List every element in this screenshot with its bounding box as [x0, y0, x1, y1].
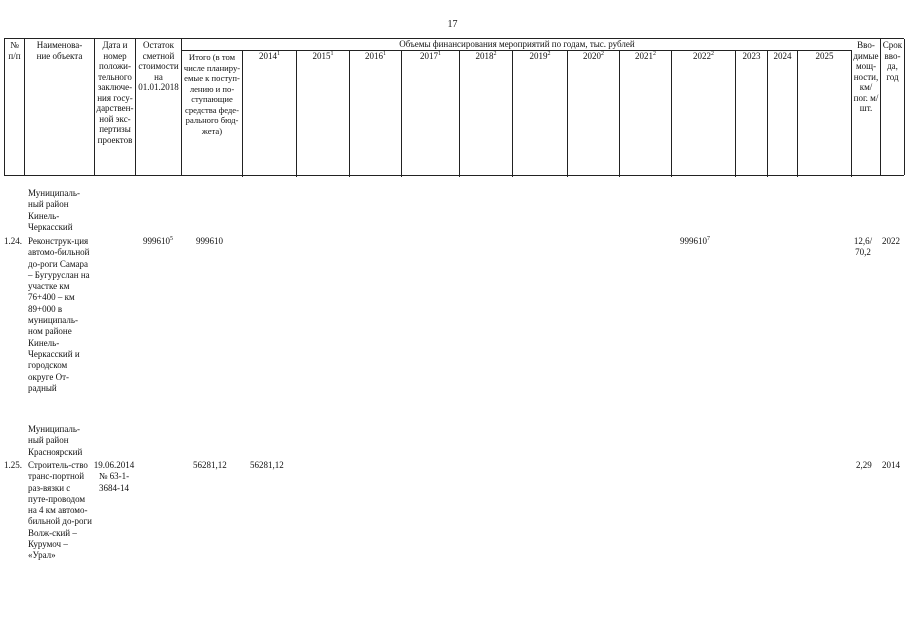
header-year-2020: 2020$^2$	[568, 51, 620, 177]
row-total: 56281,12	[193, 460, 227, 470]
row-district: Муниципаль-ный район Красноярский	[28, 424, 83, 457]
row-remainder: 999610$^5$	[143, 236, 173, 246]
header-year-2017: 2017$^1$	[402, 51, 460, 177]
row-object-name: Реконструк-ция автомо-бильной до-роги Самара – Бугуруслан на участке км 76+400 – км 89+000 в муниципаль-ном районе Кинель-Черкасский и городском округе От-радный	[28, 236, 90, 393]
page-number: 17	[447, 19, 458, 30]
row-capacity: 2,29	[856, 460, 872, 470]
header-capacity: Вво-димые мощ-ности, км/пог. м/шт.	[852, 39, 881, 175]
row-district: Муниципаль-ный район Кинель-Черкасский	[28, 188, 81, 232]
header-remainder: Остаток сметной стоимости на 01.01.2018	[136, 39, 182, 175]
row-number: 1.25.	[4, 460, 22, 470]
header-total: Итого (в том числе планиру-емые к поступ-лению и по-ступающие средства феде-рального бюд-жета)	[182, 51, 243, 177]
row-term: 2022	[882, 236, 900, 246]
header-year-2018: 2018$^2$	[460, 51, 513, 177]
header-year-2016: 2016$^1$	[350, 51, 402, 177]
row-expertise-date: 19.06.2014 № 63-1-3684-14	[93, 460, 135, 493]
header-year-2022: 2022$^2$	[672, 51, 736, 177]
header-date: Дата и номер положи-тельного заключе-ния госу-дарствен-ной экс-пертизы проектов	[95, 39, 136, 175]
header-year-2023: 2023	[736, 51, 768, 177]
header-year-2021: 2021$^2$	[620, 51, 672, 177]
header-name: Наименова-ние объекта	[25, 39, 95, 175]
row-year-2022: 999610$^7$	[680, 236, 710, 246]
header-year-2014: 2014$^1$	[243, 51, 297, 177]
header-year-2025: 2025	[798, 51, 852, 177]
row-total: 999610	[196, 236, 223, 246]
row-object-name: Строитель-ство транс-портной раз-вязки с путе-проводом на 4 км автомо-бильной до-роги Волж-ский – Курумоч – «Урал»	[28, 460, 92, 561]
row-term: 2014	[882, 460, 900, 470]
table-header	[4, 38, 904, 176]
header-year-2024: 2024	[768, 51, 798, 177]
header-funding-title: Объемы финансирования мероприятий по годам, тыс. рублей	[182, 39, 852, 51]
header-num: № п/п	[5, 39, 25, 175]
row-year-2014: 56281,12	[250, 460, 284, 470]
row-capacity: 12,6/ 70,2	[853, 236, 873, 258]
header-term: Срок вво-да, год	[881, 39, 905, 175]
header-year-2015: 2015$^1$	[297, 51, 350, 177]
header-year-2019: 2019$^2$	[513, 51, 568, 177]
row-number: 1.24.	[4, 236, 22, 246]
